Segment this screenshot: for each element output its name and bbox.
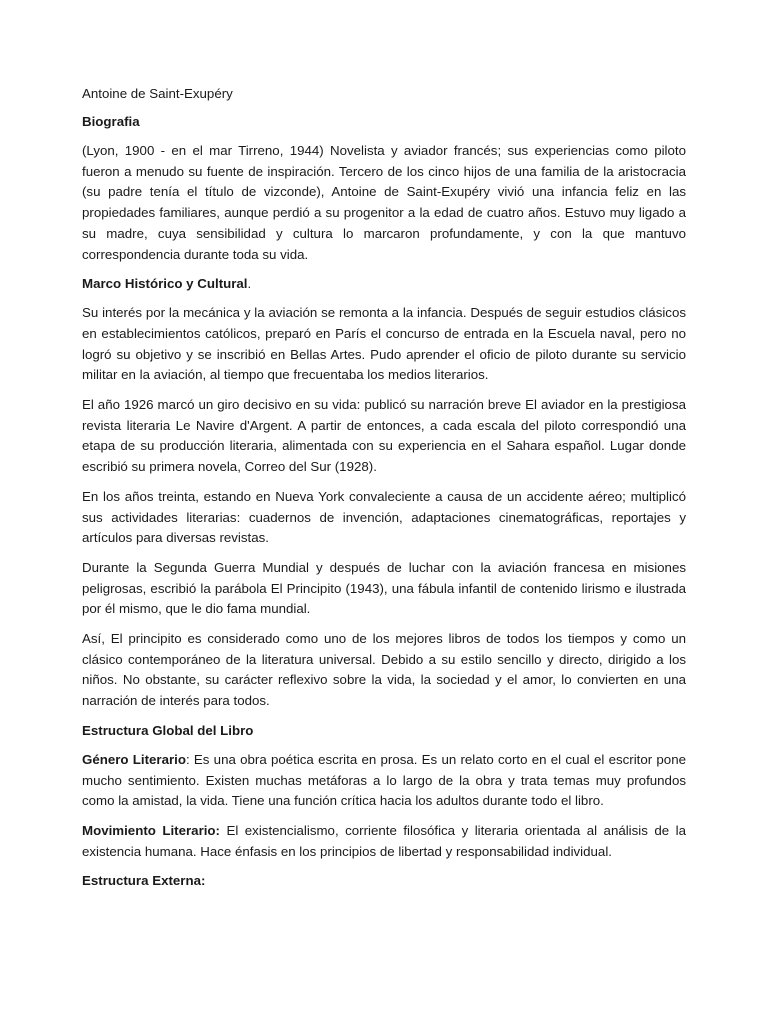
heading-marco-historico <box>82 274 686 294</box>
paragraph-marco-3: En los años treinta, estando en Nueva York convaleciente a causa de un accidente aéreo; multiplicó sus actividades literarias: cuadernos de invención, adaptaciones cinematográficas, reportajes y artículos para diversas revistas. <box>82 488 686 546</box>
heading-marco-text: Marco Histórico y Cultural <box>82 276 248 292</box>
heading-estructura-externa: Estructura Externa: <box>82 873 206 889</box>
paragraph-biografia: (Lyon, 1900 - en el mar Tirreno, 1944) Novelista y aviador francés; sus experiencias como piloto fueron a menudo su fuente de inspiración. Tercero de los cinco hijos de una familia de la aristocracia (su padre tenía el título de vizconde), Antoine de Saint-Exupéry vivió una infancia feliz en las propiedades familiares, aunque perdió a su progenitor a la edad de cuatro años. Estuvo muy ligado a su madre, cuya sensibilidad y cultura lo marcaron profundamente, y con la que mantuvo correspondencia durante toda su vida. <box>82 143 686 262</box>
paragraph-marco-2: El año 1926 marcó un giro decisivo en su vida: publicó su narración breve El aviador en la prestigiosa revista literaria Le Navire d'Argent. A partir de entonces, a cada escala del piloto correspondió una etapa de su producción literaria, alimentada con su experiencia en el Sahara español. Lugar donde escribió su primera novela, Correo del Sur (1928). <box>82 397 686 475</box>
heading-marco-tail: . <box>247 276 252 292</box>
movimiento-label: Movimiento Literario: <box>82 822 220 838</box>
paragraph-genero-literario <box>82 750 686 812</box>
movimiento-text: El existencialismo, corriente filosófica y literaria orientada al análisis de la existencia humana. Hace énfasis en los principios de libertad y responsabilidad individual. <box>82 822 686 859</box>
paragraph-movimiento-literario <box>82 821 686 862</box>
paragraph-marco-5: Así, El principito es considerado como uno de los mejores libros de todos los tiempos y como un clásico contemporáneo de la literatura universal. Debido a su estilo sencillo y directo, dirigido a los niños. No obstante, su carácter reflexivo sobre la vida, la sociedad y el amor, lo convierten en una narración de interés para todos. <box>82 631 686 709</box>
genero-text: : Es una obra poética escrita en prosa. Es un relato corto en el cual el escritor pone mucho sentimiento. Existen muchas metáforas a lo largo de la obra y trata temas muy profundos como la amistad, la vida. Tiene una función crítica hacia los adultos durante todo el libro. <box>82 751 686 809</box>
heading-biografia: Biografia <box>82 114 140 129</box>
genero-label: Género Literario <box>82 751 186 767</box>
paragraph-marco-1: Su interés por la mecánica y la aviación se remonta a la infancia. Después de seguir estudios clásicos en establecimientos católicos, preparó en París el concurso de entrada en la Escuela naval, pero no logró su objetivo y se inscribió en Bellas Artes. Pudo aprender el oficio de piloto durante su servicio militar en la aviación, al tiempo que frecuentaba los medios literarios. <box>82 305 686 383</box>
document-title: Antoine de Saint-Exupéry <box>82 86 233 101</box>
paragraph-marco-4: Durante la Segunda Guerra Mundial y después de luchar con la aviación francesa en misiones peligrosas, escribió la parábola El Principito (1943), una fábula infantil de contenido lirismo e ilustrada por él mismo, que le dio fama mundial. <box>82 559 686 617</box>
heading-estructura-global: Estructura Global del Libro <box>82 722 254 738</box>
